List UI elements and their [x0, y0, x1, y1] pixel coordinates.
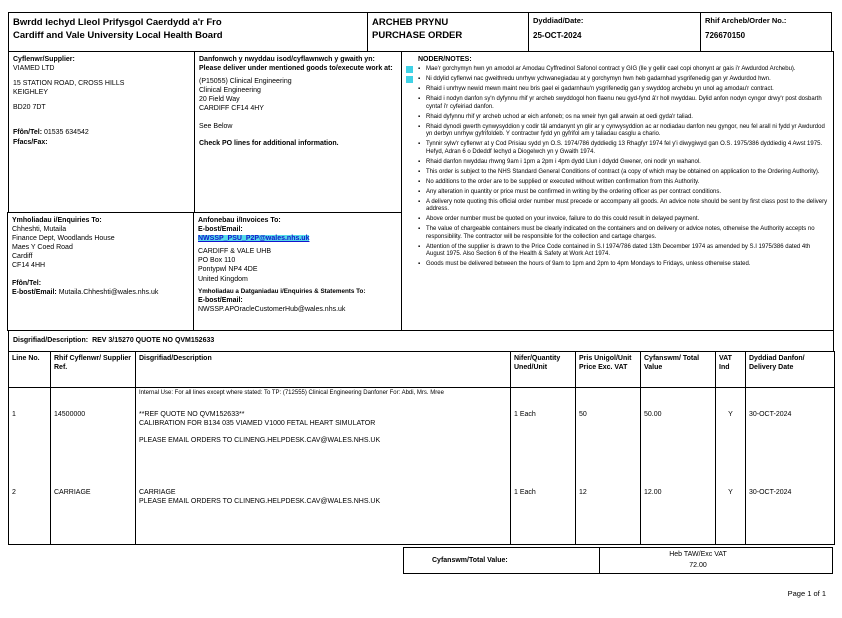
deliver-address-line: 20 Field Way [199, 96, 240, 104]
note-item: ▪ Rhaid i nodyn danfon sy'n dyfynnu rhif yr archeb swyddogol hon flaenu neu gyd-fynd â'r holl nwyddau. Dylid anfon nodyn cyngor drwy'r post dosbarth cyntaf i'r cyfeiriad danfon. [418, 96, 822, 110]
total-value-box [599, 547, 833, 574]
supplier-ref: 14500000 [51, 408, 136, 486]
bullet-icon: ▪ [418, 198, 421, 205]
table-header-row [9, 352, 835, 388]
bullet-icon: ▪ [418, 178, 421, 185]
bullet-icon: ▪ [418, 76, 421, 83]
note-item: ▪ Any alteration in quantity or price must be confirmed in writing by the ordering officer as per contract conditions. [418, 188, 722, 195]
col-header-quantity: Nifer/Quantity Uned/Unit [511, 352, 576, 388]
line-delivery-date: 30-OCT-2024 [746, 486, 835, 538]
statements-label: Ymholiadau a Datganiadau i/Enquiries & Statements To: [198, 287, 366, 295]
line-unit-price: 12 [576, 486, 641, 538]
invoices-address-line: CARDIFF & VALE UHB [198, 248, 271, 256]
line-no: 2 [9, 486, 51, 538]
enquiries-label: Ymholiadau i/Enquiries To: [12, 217, 102, 224]
statements-email-value: NWSSP.APOracleCustomerHub@wales.nhs.uk [198, 305, 346, 313]
highlight-square [406, 66, 413, 73]
note-item: ▪ Attention of the supplier is drawn to the Price Code contained in S.I 1974/786 dated 13th December 1974 as amended by S.I 1975/386 dated 4th August 1975. Also Section 6 of the Health & Safety at Work Act 1974. [418, 243, 811, 258]
col-header-description: Disgrifiad/Description [136, 352, 511, 388]
invoices-address-line: PO Box 110 [198, 257, 236, 265]
description-email-line: PLEASE EMAIL ORDERS TO CLINENG.HELPDESK.CAV@WALES.NHS.UK [139, 436, 381, 444]
notes-list [418, 66, 828, 269]
deliver-address-line: Clinical Engineering [199, 87, 261, 95]
internal-use-note: Internal Use: For all lines except where stated: To TP: (712555) Clinical Engineering Danfoner For: Abdi, Mrs. Mree [136, 388, 511, 408]
note-item: ▪ Mae'r gorchymyn hwn yn amodol ar Amodau Cyffredinol Safonol contract y GIG (lle y gellir cael copi ohonynt ar gais i'r Awdurdod Archebu). [418, 66, 828, 74]
note-item: ▪ Rhaid dyfynnu rhif yr archeb uchod ar eich anfoneb; os na wneir hyn gall arwain at oedi gyda'r taliad. [418, 113, 693, 120]
po-title [367, 12, 529, 52]
enquiries-email-value: Mutaila.Chheshti@wales.nhs.uk [58, 288, 159, 296]
line-description [136, 408, 511, 486]
order-date-box [528, 12, 701, 52]
enquiries-section [7, 212, 195, 331]
line-total: 50.00 [641, 408, 716, 486]
line-description [136, 486, 511, 538]
note-item: ▪ This order is subject to the NHS Standard General Conditions of contract (a copy of which may be obtained on application to the Ordering Authority). [418, 168, 820, 175]
internal-use-row [9, 388, 835, 408]
col-header-vat-ind: VAT Ind [716, 352, 746, 388]
invoices-address-line: United Kingdom [198, 275, 248, 283]
header-band [8, 12, 834, 52]
supplier-phone-block [13, 128, 190, 146]
order-date-label: Dyddiad/Date: [533, 16, 584, 25]
notes-section [401, 51, 834, 331]
deliver-address-line: CARDIFF CF14 4HY [199, 105, 264, 113]
col-header-delivery-date: Dyddiad Danfon/ Delivery Date [746, 352, 835, 388]
bullet-icon: ▪ [418, 141, 421, 148]
org-header [8, 12, 368, 52]
order-number-box [700, 12, 832, 52]
enquiries-email-label: E-bost/Email: [12, 288, 57, 296]
line-delivery-date: 30-OCT-2024 [746, 408, 835, 486]
note-item: ▪ Tynnir sylw'r cyflenwr at y Cod Prisiau sydd yn O.S. 1974/786 dyddiedig 13 Rhagfyr 1974 fel y'i diwygiwyd gan O.S. 1975/386 dyddiedig 4 Awst 1975. Hefyd, Adran 6 o Ddeddf Iechyd a Diogelwch yn y Gwaith 1974. [418, 141, 823, 155]
bullet-icon: ▪ [418, 216, 421, 223]
exvat-label: Heb TAW/Exc VAT [669, 551, 727, 558]
left-column [8, 51, 195, 331]
org-name-english: Cardiff and Vale University Local Health Board [13, 30, 223, 42]
bullet-icon: ▪ [418, 96, 421, 103]
order-date-value: 25-OCT-2024 [533, 30, 582, 40]
supplier-address-line: KEIGHLEY [13, 89, 49, 97]
line-quantity: 1 Each [511, 408, 576, 486]
highlight-square [406, 76, 413, 83]
description-label: Disgrifiad/Description: [13, 337, 89, 345]
page-number: Page 1 of 1 [787, 589, 826, 598]
bullet-icon: ▪ [418, 261, 421, 268]
filler-row [9, 538, 835, 545]
deliver-to-label-english: Please deliver under mentioned goods to/execute work at: [199, 65, 393, 73]
note-item: ▪ No additions to the order are to be supplied or executed without written confirmation from this Authority. [418, 178, 700, 185]
col-header-line-no: Line No. [9, 352, 51, 388]
bullet-icon: ▪ [418, 113, 421, 120]
deliver-to-label-welsh: Danfonwch y nwyddau isod/cyflawnwch y gwaith yn: [199, 56, 375, 63]
order-number-value: 726670150 [705, 30, 746, 40]
deliver-to-section [194, 51, 402, 213]
bullet-icon: ▪ [418, 226, 421, 233]
invoices-label: Anfonebau i/Invoices To: [198, 217, 281, 224]
bullet-icon: ▪ [418, 243, 421, 250]
check-po-lines-note: Check PO lines for additional information. [199, 139, 339, 147]
supplier-address-line: 15 STATION ROAD, CROSS HILLS [13, 80, 125, 88]
bullet-icon: ▪ [418, 158, 421, 165]
order-lines-table [8, 351, 834, 545]
bullet-icon: ▪ [418, 168, 421, 175]
note-item: ▪ Rhaid i unrhyw newid mewn maint neu bris gael ei gadarnhau'n ysgrifenedig gan y swyddog archebu yn unol ag amodau'r contract. [418, 86, 774, 93]
note-item: ▪ Rhaid danfon nwyddau rhwng 9am i 1pm a 2pm i 4pm dydd Llun i ddydd Gwener, oni nodir yn wahanol. [418, 158, 701, 165]
deliver-address-line: (P15055) Clinical Engineering [199, 78, 292, 86]
enquiries-name: Chheshti, Mutaila [12, 226, 67, 234]
statements-email-label: E-bost/Email: [198, 296, 243, 304]
middle-column [194, 51, 402, 331]
line-quantity: 1 Each [511, 486, 576, 538]
bullet-icon: ▪ [418, 86, 421, 93]
bullet-icon: ▪ [418, 188, 421, 195]
supplier-ref: CARRIAGE [51, 486, 136, 538]
col-header-unit-price: Pris Unigol/Unit Price Exc. VAT [576, 352, 641, 388]
table-row [9, 408, 835, 486]
description-text-line: CALIBRATION FOR B134 035 VIAMED V1000 FETAL HEART SIMULATOR [139, 419, 376, 427]
line-unit-price: 50 [576, 408, 641, 486]
po-title-english: PURCHASE ORDER [372, 30, 463, 42]
bullet-icon: ▪ [418, 123, 421, 130]
org-name-welsh: Bwrdd Iechyd Lleol Prifysgol Caerdydd a'r Fro [13, 17, 222, 28]
bullet-icon: ▪ [418, 66, 421, 73]
note-item: ▪ A delivery note quoting this official order number must precede or accompany all goods. An advice note should be sent by first class post to the delivery address. [418, 198, 828, 213]
invoices-section [193, 212, 402, 331]
description-text-line: CARRIAGE [139, 488, 176, 496]
totals-band [8, 547, 834, 574]
invoices-email-label: E-bost/Email: [198, 226, 243, 234]
supplier-label: Cyflenwr/Supplier: [13, 56, 75, 63]
supplier-phone-value: 01535 634542 [43, 129, 89, 137]
total-value-amount: 72.00 [689, 561, 707, 569]
description-email-line: PLEASE EMAIL ORDERS TO CLINENG.HELPDESK.CAV@WALES.NHS.UK [139, 497, 381, 505]
line-total: 12.00 [641, 486, 716, 538]
description-band [8, 330, 834, 352]
note-item: ▪ Rhaid dynodi gwerth cynwysyddion y codir tâl amdanynt yn glir ar y cynwysyddion ac ar nodiadau danfon neu gyngor, neu fel arall ni fydd yr Awdurdod yn derbyn unrhyw gyfrifoldeb. Y contractwr fydd yn gyfrifol am y taliadau casglu a chario. [418, 123, 825, 138]
note-item: ▪ Goods must be delivered between the hours of 9am to 1pm and 2pm to 4pm Mondays to Fridays, unless otherwise stated. [418, 261, 751, 268]
table-row [9, 486, 835, 538]
note-item: ▪ Above order number must be quoted on your invoice, failure to do this could result in delayed payment. [418, 216, 700, 223]
see-below-note: See Below [199, 122, 233, 130]
total-value-label: Cyfanswm/Total Value: [403, 547, 600, 574]
notes-label: NODER/NOTES: [418, 56, 472, 63]
supplier-name: VIAMED LTD [13, 65, 55, 73]
note-item: ▪ Ni ddylid cyflenwi nac gweithredu unrhyw ychwanegiadau at y gorchymyn hwn heb gadarnhad ysgrifenedig gan yr Awdurdod hwn. [418, 76, 828, 84]
enquiries-postcode: CF14 4HH [12, 262, 46, 270]
description-ref-line: **REF QUOTE NO QVM152633** [139, 410, 245, 418]
enquiries-address-line: Maes Y Coed Road [12, 244, 73, 252]
col-header-total-value: Cyfanswm/ Total Value [641, 352, 716, 388]
col-header-supplier-ref: Rhif Cyflenwr/ Supplier Ref. [51, 352, 136, 388]
supplier-postcode: BD20 7DT [13, 104, 46, 112]
invoices-address-line: Pontypwl NP4 4DE [198, 266, 258, 274]
enquiries-address-line: Cardiff [12, 253, 33, 261]
enquiries-address-line: Finance Dept, Woodlands House [12, 235, 115, 243]
po-sheet [8, 12, 834, 574]
address-band [8, 51, 834, 331]
supplier-phone-label: Ffôn/Tel: [13, 129, 43, 137]
enquiries-phone-label: Ffôn/Tel: [12, 279, 42, 287]
note-item: ▪ The value of chargeable containers must be clearly indicated on the containers and on delivery or advice notes, otherwise the Authority accepts no responsibility. The contractor will be responsible for the collection and cartage charges. [418, 226, 815, 240]
supplier-fax-label: Ffacs/Fax: [13, 138, 48, 146]
supplier-section [8, 51, 195, 213]
order-number-label: Rhif Archeb/Order No.: [705, 16, 787, 25]
invoices-email-link[interactable]: NWSSP_PSU_P2P@wales.nhs.uk [198, 235, 310, 243]
po-title-welsh: ARCHEB PRYNU [372, 17, 449, 28]
line-vat: Y [716, 408, 746, 486]
line-vat: Y [716, 486, 746, 538]
line-no: 1 [9, 408, 51, 486]
description-value: REV 3/15270 QUOTE NO QVM152633 [92, 337, 215, 345]
